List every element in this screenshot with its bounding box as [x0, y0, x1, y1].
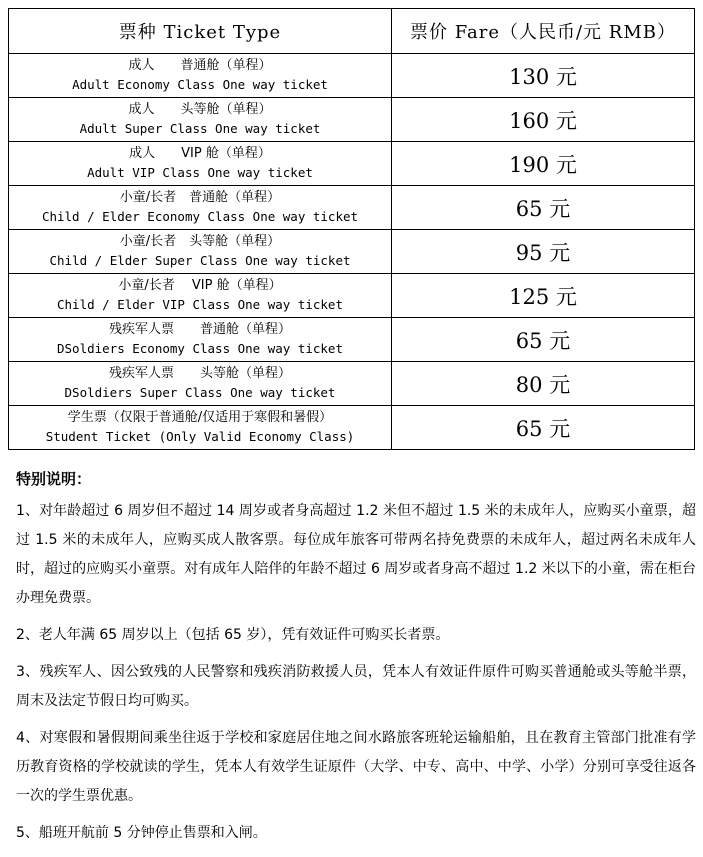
- ticket-type-cell: [9, 54, 392, 98]
- table-row: [9, 54, 695, 98]
- table-row: [9, 186, 695, 230]
- note-item: 4、对寒假和暑假期间乘坐往返于学校和家庭居住地之间水路旅客班轮运输船舶，且在教育主管部门批准有学历教育资格的学校就读的学生，凭本人有效学生证原件（大学、中专、高中、中学、小学）分别可享受往返各一次的学生票优惠。: [16, 730, 696, 804]
- ticket-type-en: DSoldiers Economy Class One way ticket: [57, 341, 343, 356]
- ticket-type-cell: [9, 362, 392, 406]
- ticket-type-en: Child / Elder Super Class One way ticket: [49, 253, 351, 268]
- fare-cell: 160 元: [392, 98, 695, 142]
- note-item: 5、船班开航前 5 分钟停止售票和入闸。: [16, 825, 267, 841]
- ticket-type-cn: 成人 普通舱（单程）: [128, 58, 272, 73]
- ticket-type-en: Child / Elder Economy Class One way ticket: [41, 209, 359, 224]
- table-row: [9, 142, 695, 186]
- table-row: [9, 406, 695, 450]
- table-row: [9, 318, 695, 362]
- ticket-type-en: Adult Economy Class One way ticket: [72, 77, 328, 92]
- ticket-type-cn: 残疾军人票 普通舱（单程）: [108, 322, 291, 337]
- ticket-type-en: Adult VIP Class One way ticket: [87, 165, 313, 180]
- ticket-type-cn: 学生票（仅限于普通舱/仅适用于寒假和暑假）: [67, 410, 333, 425]
- ticket-type-cell: [9, 98, 392, 142]
- fare-table-header: [9, 9, 695, 54]
- ticket-type-cn: 小童/长者 头等舱（单程）: [119, 234, 281, 249]
- fare-cell: 125 元: [392, 274, 695, 318]
- fare-cell: 65 元: [392, 406, 695, 450]
- ticket-type-cn: 小童/长者 VIP 舱（单程）: [118, 278, 282, 293]
- ticket-type-cell: [9, 186, 392, 230]
- fare-cell: 65 元: [392, 318, 695, 362]
- fare-table: [8, 8, 695, 450]
- table-row: [9, 274, 695, 318]
- table-row: [9, 230, 695, 274]
- fare-cell: 95 元: [392, 230, 695, 274]
- ticket-type-cn: 成人 VIP 舱（单程）: [129, 146, 271, 161]
- ticket-type-en: Adult Super Class One way ticket: [79, 121, 321, 136]
- ticket-type-en: Student Ticket (Only Valid Economy Class): [45, 429, 355, 444]
- note-item: 3、残疾军人、因公致残的人民警察和残疾消防救援人员，凭本人有效证件原件可购买普通舱或头等舱半票，周末及法定节假日均可购买。: [16, 664, 696, 709]
- special-notes: [16, 468, 696, 856]
- ticket-type-en: Child / Elder VIP Class One way ticket: [57, 297, 343, 312]
- ticket-type-cn: 小童/长者 普通舱（单程）: [119, 190, 281, 205]
- ticket-type-en: DSoldiers Super Class One way ticket: [64, 385, 336, 400]
- ticket-type-cell: [9, 230, 392, 274]
- table-row: [9, 98, 695, 142]
- ticket-type-header: 票种 Ticket Type: [9, 9, 392, 54]
- fare-cell: 80 元: [392, 362, 695, 406]
- table-row: [9, 362, 695, 406]
- fare-cell: 130 元: [392, 54, 695, 98]
- notes-title: 特别说明：: [16, 470, 92, 488]
- ticket-type-cell: [9, 406, 392, 450]
- fare-cell: 65 元: [392, 186, 695, 230]
- note-item: 2、老人年满 65 周岁以上（包括 65 岁），凭有效证件可购买长者票。: [16, 627, 450, 643]
- ticket-type-cell: [9, 274, 392, 318]
- fare-cell: 190 元: [392, 142, 695, 186]
- ticket-type-cn: 残疾军人票 头等舱（单程）: [108, 366, 291, 381]
- ticket-type-cn: 成人 头等舱（单程）: [128, 102, 272, 117]
- fare-header: 票价 Fare（人民币/元 RMB）: [392, 9, 695, 54]
- note-item: 1、对年龄超过 6 周岁但不超过 14 周岁或者身高超过 1.2 米但不超过 1.5 米的未成年人，应购买小童票，超过 1.5 米的未成年人，应购买成人散客票。每位成年旅客可带两名持免费票的未成年人，超过两名未成年人时，超过的应购买小童票。对有成年人陪伴的年龄不超过 6 周岁或者身高不超过 1.2 米以下的小童，需在柜台办理免费票。: [16, 503, 696, 606]
- ticket-type-cell: [9, 142, 392, 186]
- ticket-type-cell: [9, 318, 392, 362]
